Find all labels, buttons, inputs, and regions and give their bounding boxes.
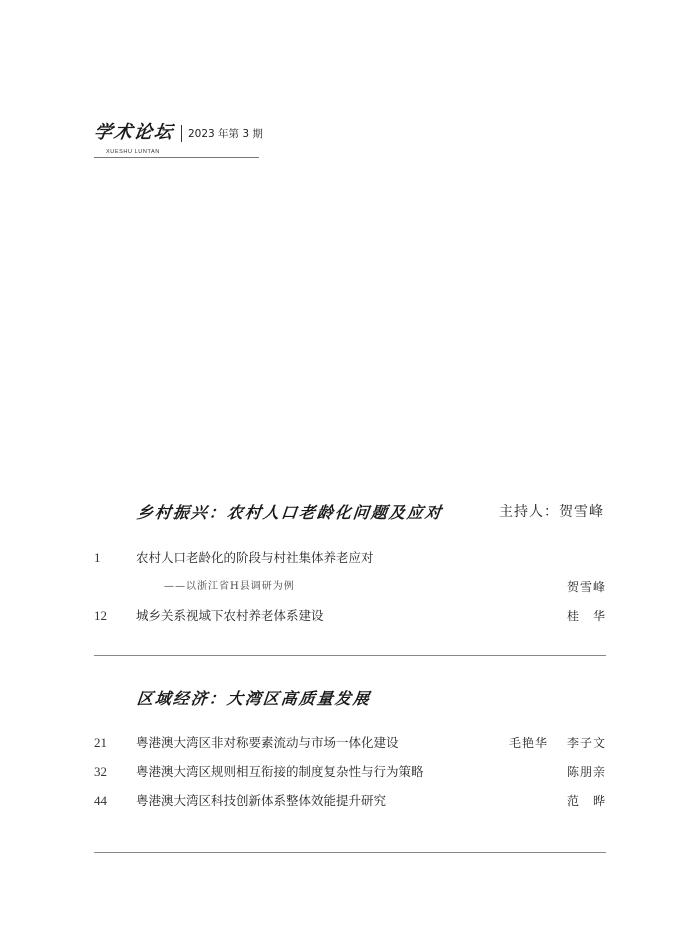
entry-author: 桂 华 [566, 609, 606, 623]
entry-author: 贺雪峰 [566, 580, 606, 594]
issue-number: 2023 年第 3 期 [188, 128, 263, 140]
entry-author: 范 晔 [566, 794, 606, 808]
entry-title[interactable]: 城乡关系视域下农村养老体系建设 [136, 608, 324, 623]
journal-logo-pinyin: XUESHU LUNTAN [106, 149, 160, 155]
logo-separator [181, 125, 182, 142]
toc-entry[interactable] [94, 762, 606, 782]
entry-author: 陈朋亲 [566, 765, 606, 779]
section-title-regional-economy: 区域经济：大湾区高质量发展 [135, 689, 372, 708]
toc-entry-subtitle-row [94, 577, 606, 597]
toc-entry[interactable] [94, 791, 606, 811]
masthead-divider [94, 157, 259, 158]
toc-entry[interactable] [94, 606, 606, 626]
entry-title[interactable]: 粤港澳大湾区规则相互衔接的制度复杂性与行为策略 [136, 764, 424, 779]
toc-entry[interactable] [94, 548, 606, 568]
section-divider [94, 655, 606, 656]
section-title-rural-revitalization: 乡村振兴：农村人口老龄化问题及应对 [135, 503, 444, 522]
entry-page-number: 32 [94, 764, 107, 779]
entry-page-number: 21 [94, 735, 107, 750]
entry-page-number: 44 [94, 793, 107, 808]
entry-title[interactable]: 农村人口老龄化的阶段与村社集体养老应对 [136, 550, 374, 565]
entry-title[interactable]: 粤港澳大湾区非对称要素流动与市场一体化建设 [136, 735, 399, 750]
entry-page-number: 12 [94, 608, 107, 623]
entry-author-second: 李子文 [566, 736, 606, 750]
toc-entry[interactable] [94, 733, 606, 753]
entry-subtitle: ——以浙江省H县调研为例 [164, 581, 295, 592]
section-host: 主持人：贺雪峰 [499, 504, 604, 520]
entry-author-first: 毛艳华 [508, 736, 548, 750]
section-divider [94, 852, 606, 853]
journal-logo: 学术论坛 [92, 122, 176, 143]
entry-title[interactable]: 粤港澳大湾区科技创新体系整体效能提升研究 [136, 793, 387, 808]
entry-page-number: 1 [94, 550, 101, 565]
